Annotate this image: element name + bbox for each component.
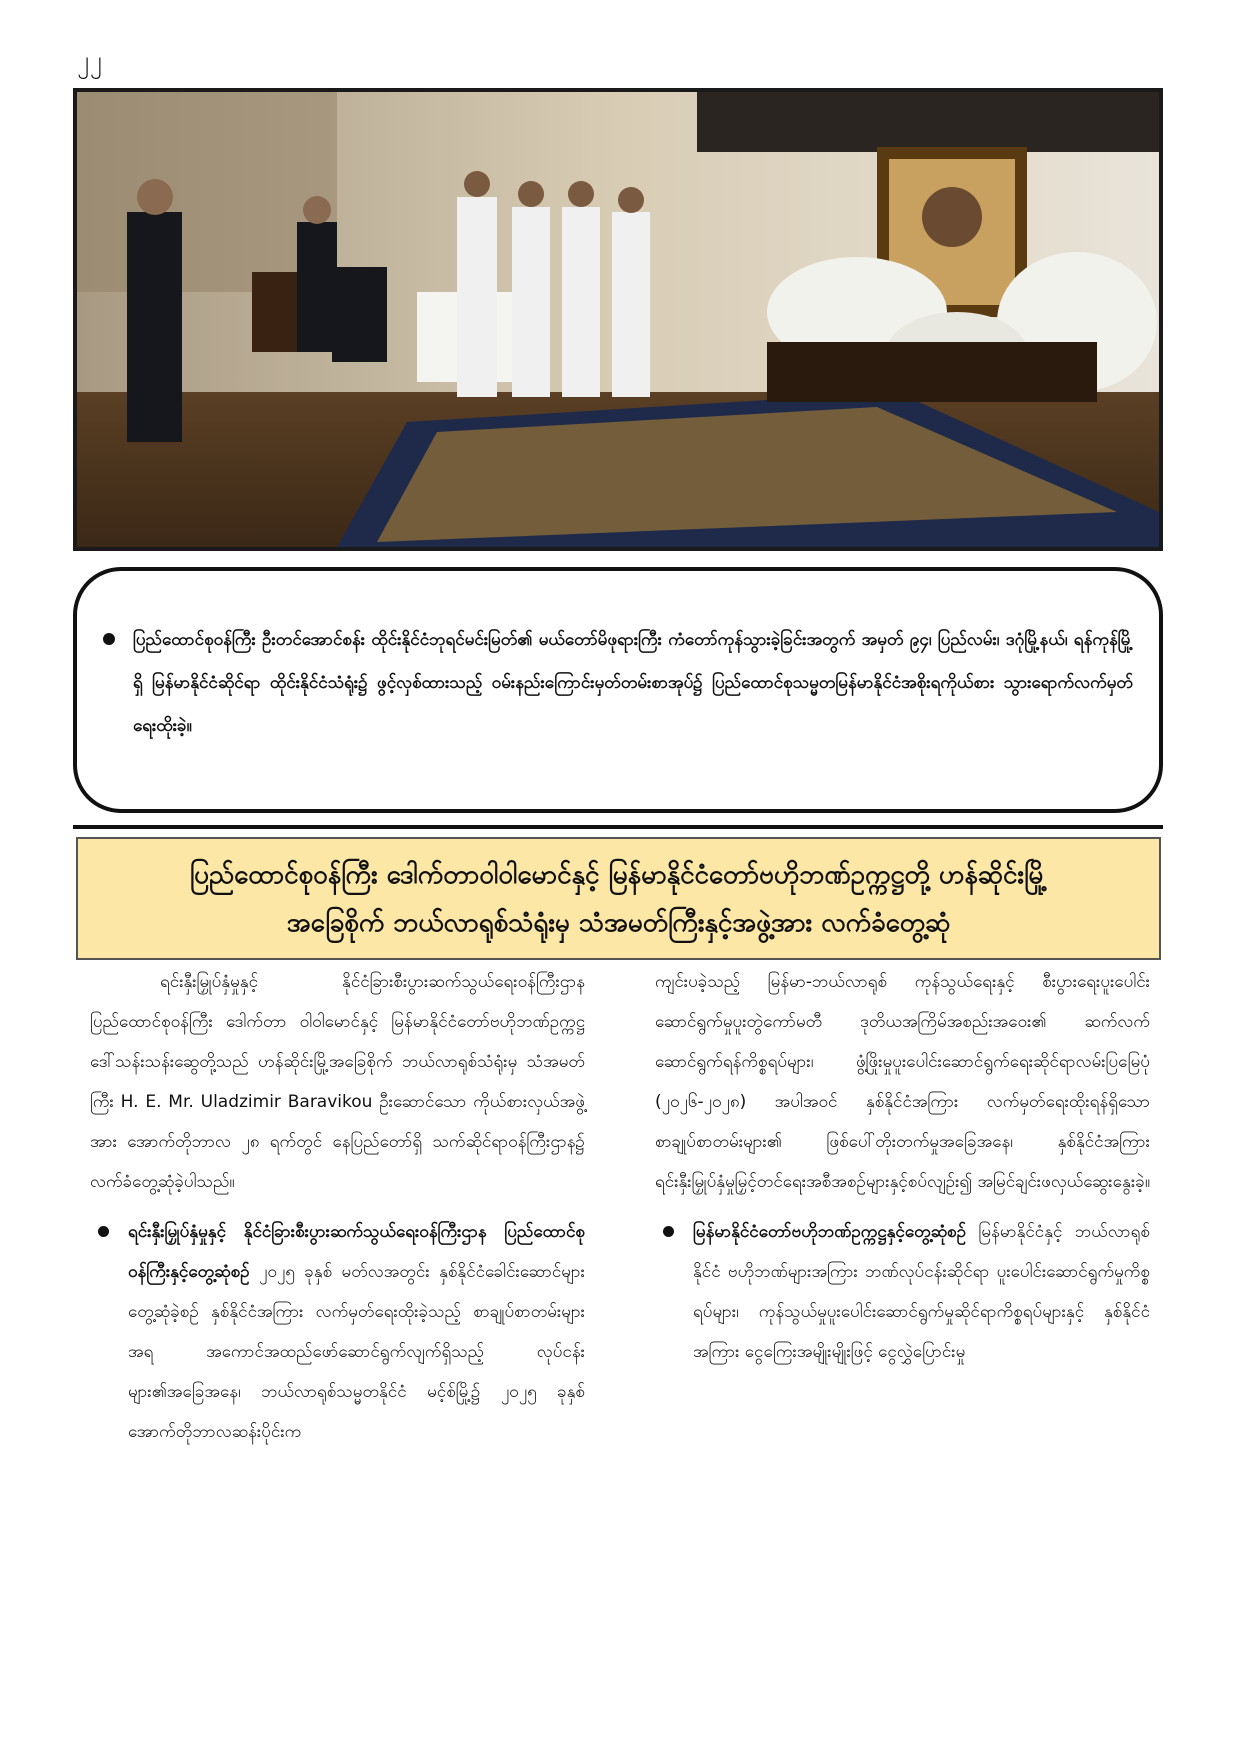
news-photo (73, 88, 1163, 551)
bullet-2-body: မြန်မာနိုင်ငံနှင့် ဘယ်လာရုစ်နိုင်ငံ ဗဟိုဘဏ်များအကြား ဘဏ်လုပ်ငန်းဆိုင်ရာ ပူးပေါင်းဆောင်ရွက်မှုကိစ္စရပ်များ၊ ကုန်သွယ်မှုပူးပေါင်းဆောင်ရွက်မှုဆိုင်ရာကိစ္စရပ်များနှင့် နှစ်နိုင်ငံအကြား ငွေကြေးအမျိုးမျိုးဖြင့် ငွေလွှဲပြောင်းမှု (693, 1222, 1150, 1362)
photo-caption: ပြည်ထောင်စုဝန်ကြီး ဦးတင်အောင်စန်း ထိုင်းနိုင်ငံဘုရင်မင်းမြတ်၏ မယ်တော်မိဖုရားကြီး ကံတော်ကုန်သွားခဲ့ခြင်းအတွက် အမှတ် ၉၄၊ ပြည်လမ်း၊ ဒဂုံမြို့နယ်၊ ရန်ကုန်မြို့ရှိ မြန်မာနိုင်ငံဆိုင်ရာ ထိုင်းနိုင်ငံသံရုံး၌ ဖွင့်လှစ်ထားသည့် ဝမ်းနည်းကြောင်းမှတ်တမ်းစာအုပ်၌ ပြည်ထောင်စုသမ္မတမြန်မာနိုင်ငံအစိုးရကိုယ်စား သွားရောက်လက်မှတ်ရေးထိုးခဲ့။ (133, 630, 1133, 736)
bullet-1-lead: ရင်းနှီးမြှုပ်နှံမှုနှင့် နိုင်ငံခြားစီးပွားဆက်သွယ်ရေးဝန်ကြီးဌာန ပြည်ထောင်စုဝန်ကြီးနှင့်တွေ့ဆုံစဉ် (128, 1222, 585, 1282)
headline-line-1: ပြည်ထောင်စုဝန်ကြီး ဒေါက်တာဝါဝါမောင်နှင့် မြန်မာနိုင်ငံတော်ဗဟိုဘဏ်ဥက္ကဋ္ဌတို့ ဟန်ဆိုင်းမြို့ (189, 859, 1048, 890)
bullet-icon (663, 1226, 674, 1237)
bullet-2-lead: မြန်မာနိုင်ငံတော်ဗဟိုဘဏ်ဥက္ကဋ္ဌနှင့်တွေ့ဆုံစဉ် (693, 1222, 967, 1242)
bullet-icon (98, 1226, 109, 1237)
article-intro: ရင်းနှီးမြှုပ်နှံမှုနှင့် နိုင်ငံခြားစီးပွားဆက်သွယ်ရေးဝန်ကြီးဌာန ပြည်ထောင်စုဝန်ကြီး ဒေါက်တာ ဝါဝါမောင်နှင့် မြန်မာနိုင်ငံတော်ဗဟိုဘဏ်ဥက္ကဋ္ဌ ဒေါ်သန်းသန်းဆွေတို့သည် ဟန်ဆိုင်းမြို့အခြေစိုက် ဘယ်လာရုစ်သံရုံးမှ သံအမတ်ကြီး H. E. Mr. Uladzimir Baravikou ဦးဆောင်သော ကိုယ်စားလှယ်အဖွဲ့အား အောက်တိုဘာလ ၂၈ ရက်တွင် နေပြည်တော်ရှိ သက်ဆိုင်ရာဝန်ကြီးဌာန၌ လက်ခံတွေ့ဆုံခဲ့ပါသည်။ (90, 972, 585, 1192)
photo-image (77, 92, 1159, 547)
page-number: ၂၂ (77, 47, 103, 74)
article-column-left (90, 962, 585, 1452)
section-divider (73, 825, 1163, 829)
article-continuation: ကျင်းပခဲ့သည့် မြန်မာ-ဘယ်လာရုစ် ကုန်သွယ်ရေးနှင့် စီးပွားရေးပူးပေါင်းဆောင်ရွက်မှုပူးတွဲကော်မတီ ဒုတိယအကြိမ်အစည်းအဝေး၏ ဆက်လက်ဆောင်ရွက်ရန်ကိစ္စရပ်များ၊ ဖွံ့ဖြိုးမှုပူးပေါင်းဆောင်ရွက်ရေးဆိုင်ရာလမ်းပြမြေပုံ (၂၀၂၆-၂၀၂၈) အပါအဝင် နှစ်နိုင်ငံအကြား လက်မှတ်ရေးထိုးရန်ရှိသော စာချုပ်စာတမ်းများ၏ ဖြစ်ပေါ်တိုးတက်မှုအခြေအနေ၊ နှစ်နိုင်ငံအကြား ရင်းနှီးမြှုပ်နှံမှုမြှင့်တင်ရေးအစီအစဉ်များနှင့်စပ်လျဉ်း၍ အမြင်ချင်းဖလှယ်ဆွေးနွေးခဲ့။ (655, 972, 1150, 1192)
headline-box (76, 837, 1161, 960)
article-column-right (655, 962, 1150, 1372)
headline-line-2: အခြေစိုက် ဘယ်လာရုစ်သံရုံးမှ သံအမတ်ကြီးနှင့်အဖွဲ့အား လက်ခံတွေ့ဆုံ (286, 907, 951, 938)
bullet-1-body: ၂၀၂၅ ခုနှစ် မတ်လအတွင်း နှစ်နိုင်ငံခေါင်းဆောင်များ တွေ့ဆုံခဲ့စဉ် နှစ်နိုင်ငံအကြား လက်မှတ်ရေးထိုးခဲ့သည့် စာချုပ်စာတမ်းများအရ အကောင်အထည်ဖော်ဆောင်ရွက်လျက်ရှိသည့် လုပ်ငန်းများ၏အခြေအနေ၊ ဘယ်လာရုစ်သမ္မတနိုင်ငံ မင့်စ်မြို့၌ ၂၀၂၅ ခုနှစ် အောက်တိုဘာလဆန်းပိုင်းက (128, 1262, 585, 1442)
article-bullet-1 (90, 1212, 585, 1452)
bullet-icon (103, 633, 115, 645)
article-bullet-2 (655, 1212, 1150, 1372)
caption-box (73, 567, 1163, 813)
